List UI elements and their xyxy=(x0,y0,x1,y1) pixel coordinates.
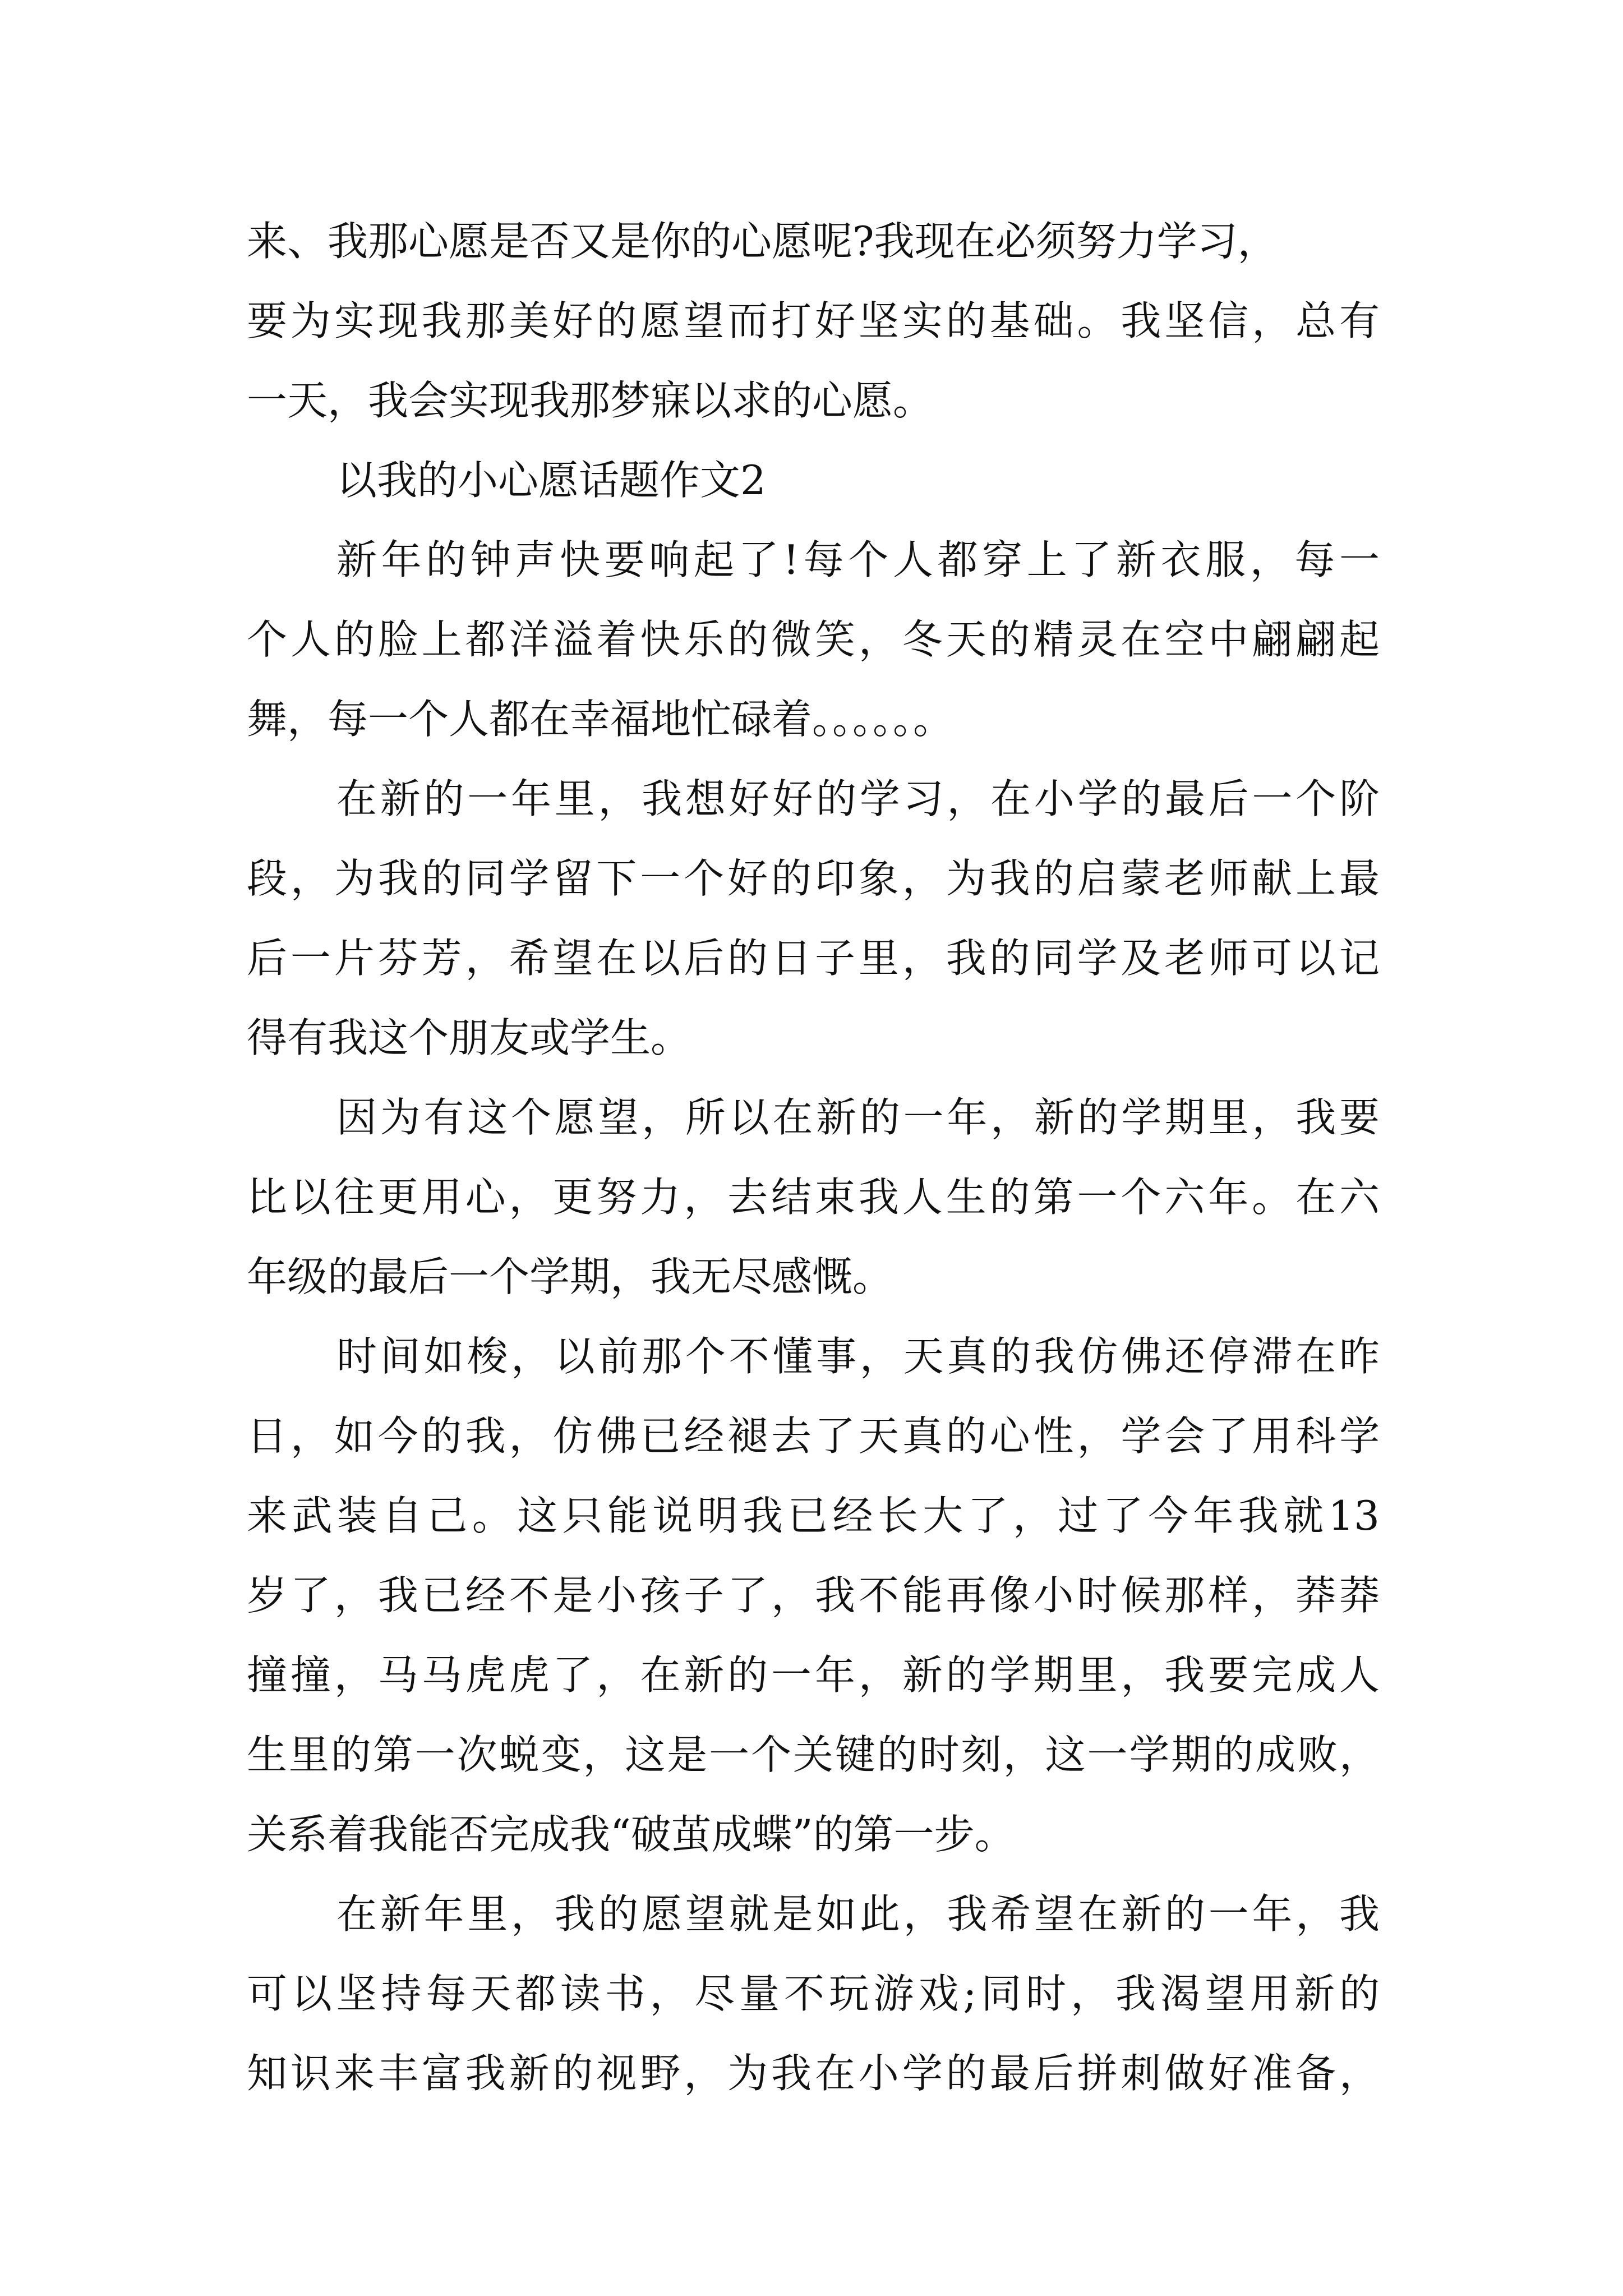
text-line: 来、我那心愿是否又是你的心愿呢?我现在必须努力学习， xyxy=(247,218,1278,265)
text-line: 后一片芬芳，希望在以后的日子里，我的同学及老师可以记 xyxy=(247,935,1380,982)
text-line: 要为实现我那美好的愿望而打好坚实的基础。我坚信，总有 xyxy=(247,297,1380,344)
text-line: 得有我这个朋友或学生。 xyxy=(247,1014,691,1061)
text-line: 撞撞，马马虎虎了，在新的一年，新的学期里，我要完成人 xyxy=(247,1651,1380,1699)
text-line: 来武装自己。这只能说明我已经长大了，过了今年我就13 xyxy=(247,1492,1380,1539)
text-line: 一天，我会实现我那梦寐以求的心愿。 xyxy=(247,377,934,424)
text-line: 个人的脸上都洋溢着快乐的微笑，冬天的精灵在空中翩翩起 xyxy=(247,616,1380,663)
text-line: 日，如今的我，仿佛已经褪去了天真的心性，学会了用科学 xyxy=(247,1412,1380,1460)
text-line: 知识来丰富我新的视野，为我在小学的最后拼刺做好准备， xyxy=(247,2050,1380,2097)
text-line: 在新年里，我的愿望就是如此，我希望在新的一年，我 xyxy=(336,1890,1380,1938)
text-line: 因为有这个愿望，所以在新的一年，新的学期里，我要 xyxy=(336,1094,1380,1141)
text-line: 岁了，我已经不是小孩子了，我不能再像小时候那样，莽莽 xyxy=(247,1572,1380,1619)
text-line: 时间如梭，以前那个不懂事，天真的我仿佛还停滞在昨 xyxy=(336,1333,1380,1380)
text-line: 比以往更用心，更努力，去结束我人生的第一个六年。在六 xyxy=(247,1174,1380,1221)
text-line: 在新的一年里，我想好好的学习，在小学的最后一个阶 xyxy=(336,775,1380,822)
text-line: 新年的钟声快要响起了!每个人都穿上了新衣服，每一 xyxy=(336,536,1380,583)
text-line: 舞，每一个人都在幸福地忙碌着。。。。。。 xyxy=(247,696,954,743)
section-heading: 以我的小心愿话题作文2 xyxy=(336,457,766,504)
text-line: 年级的最后一个学期，我无尽感慨。 xyxy=(247,1253,893,1300)
text-line: 段，为我的同学留下一个好的印象，为我的启蒙老师献上最 xyxy=(247,855,1380,902)
text-line: 生里的第一次蜕变，这是一个关键的时刻，这一学期的成败， xyxy=(247,1731,1380,1778)
text-line: 关系着我能否完成我“破茧成蝶”的第一步。 xyxy=(247,1811,1015,1858)
text-line: 可以坚持每天都读书，尽量不玩游戏;同时，我渴望用新的 xyxy=(247,1970,1380,2017)
